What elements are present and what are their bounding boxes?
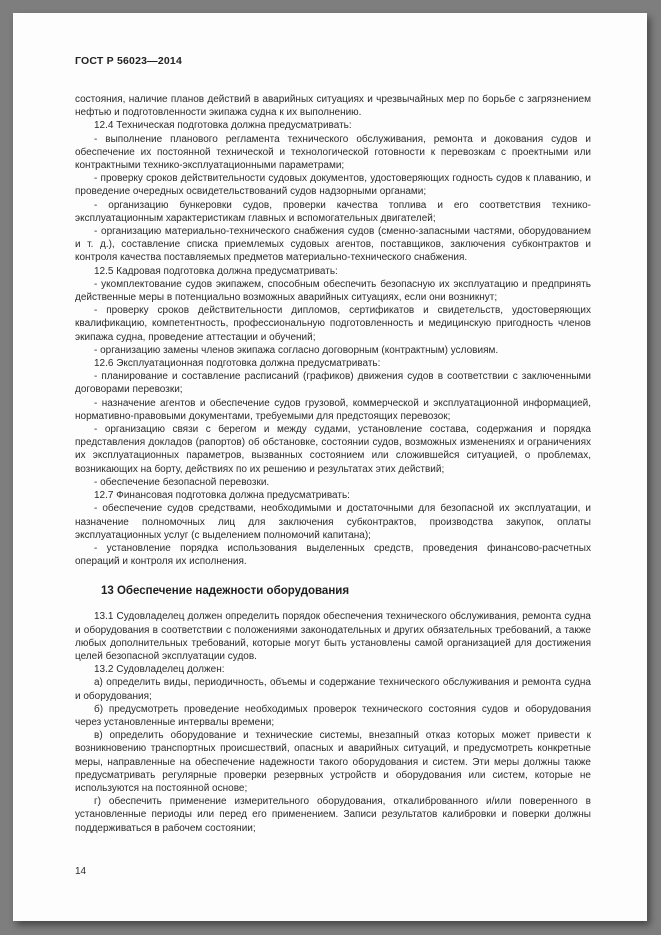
paragraph: - организацию замены членов экипажа согласно договорным (контрактным) условиям. — [94, 344, 499, 356]
paragraph: 12.6 Эксплуатационная подготовка должна предусматривать: — [94, 358, 381, 370]
paragraph: - назначение агентов и обеспечение судов грузовой, коммерческой и эксплуатационной информацией, нормативно-правовыми документами, требуемыми для предстоящих перевозок; — [75, 397, 591, 422]
paragraph: а) определить виды, периодичность, объемы и содержание технического обслуживания и ремонта судна и оборудования; — [75, 677, 591, 702]
paragraph: - выполнение планового регламента технического обслуживания, ремонта и докования судов и обеспечение их постоянной технической и технологической готовности к перевозкам с проектными или контрактными технико-эксплуатационными параметрами; — [75, 133, 591, 172]
paragraph: - обеспечение безопасной перевозки. — [94, 476, 270, 488]
paragraph: состояния, наличие планов действий в аварийных ситуациях и чрезвычайных мер по борьбе с загрязнением нефтью и подготовленности экипажа судна к их выполнению. — [75, 94, 591, 119]
paragraph: - обеспечение судов средствами, необходимыми и достаточными для безопасной их эксплуатации, и назначение полномочных лиц для заключения субконтрактов, производства закупок, оплаты эксплуатационных услуг (с выделением полномочий капитана); — [75, 503, 591, 541]
paragraph: б) предусмотреть проведение необходимых проверок технического состояния судов и оборудования через установленные интервалы времени; — [75, 703, 591, 728]
paragraph: - проверку сроков действительности дипломов, сертификатов и свидетельств, удостоверяющих квалификацию, компетентность, профессиональную подготовленность и медицинскую пригодность членов экипажа судна, проведение аттестации и обучений; — [75, 305, 591, 343]
paragraph: - установление порядка использования выделенных средств, проведения финансово-расчетных операций и контроля их исполнения. — [75, 542, 591, 568]
paragraph: - укомплектование судов экипажем, способным обеспечить безопасную их эксплуатацию и предпринять действенные меры в потенциально возможных аварийных ситуациях, если они возникнут; — [75, 278, 591, 304]
paragraph: - проверку сроков действительности судовых документов, удостоверяющих годность судов к плаванию, и проведение очередных освидетельствований судов надзорными органами; — [75, 173, 591, 198]
document-body — [75, 93, 591, 835]
document-standard-number: ГОСТ Р 56023—2014 — [75, 55, 183, 67]
paragraph: 12.7 Финансовая подготовка должна предусматривать: — [94, 490, 350, 502]
document-page — [13, 13, 647, 921]
paragraph: - организацию бункеровки судов, проверки качества топлива и его соответствия технико-эксплуатационным характеристикам главных и вспомогательных двигателей; — [75, 199, 591, 224]
section-heading: 13 Обеспечение надежности оборудования — [101, 585, 350, 598]
paragraph: в) определить оборудование и технические системы, внезапный отказ которых может привести к возникновению транспортных происшествий, опасных и аварийных ситуаций, и предусмотреть конкретные меры, направленные на обеспечение надежности такого оборудования и систем. Эти меры должны также предусматривать регулярные проверки резервных устройств и оборудования или систем, которые не используются на постоянной основе; — [75, 730, 591, 794]
paragraph: г) обеспечить применение измерительного оборудования, откалиброванного и/или поверенного в установленные периоды или перед его применением. Записи результатов калибровки и поверки должны поддерживаться в рабочем состоянии; — [75, 796, 591, 834]
paragraph: 13.1 Судовладелец должен определить порядок обеспечения технического обслуживания, ремонта судна и оборудования в соответствии с положениями законодательных и других обязательных требований, а также любых дополнительных требований, которые могут быть установлены самой организацией для достижения целей безопасной эксплуатации судов. — [75, 611, 591, 662]
paragraph: - организацию материально-технического снабжения судов (сменно-запасными частями, оборудованием и т. д.), составление списка приемлемых судовых агентов, поставщиков, заключения субконтрактов и контроля качества поставляемых предметов материально-технического снабжения. — [75, 226, 591, 264]
paragraph: - организацию связи с берегом и между судами, установление состава, содержания и порядка представления докладов (рапортов) об обстановке, состоянии судов, возможных изменениях и ограничениях их эксплуатационных параметров, вызванных состоянием или сложившейся ситуацией, о проблемах, возникающих на борту, действиях по их решению и результатах этих действий; — [75, 424, 591, 475]
paragraph: 12.5 Кадровая подготовка должна предусматривать: — [94, 265, 338, 277]
paragraph: - планирование и составление расписаний (графиков) движения судов в соответствии с заключенными договорами перевозки; — [75, 371, 591, 396]
page-number: 14 — [75, 866, 87, 877]
paragraph: 13.2 Судовладелец должен: — [94, 664, 225, 676]
paragraph: 12.4 Техническая подготовка должна предусматривать: — [94, 120, 352, 132]
